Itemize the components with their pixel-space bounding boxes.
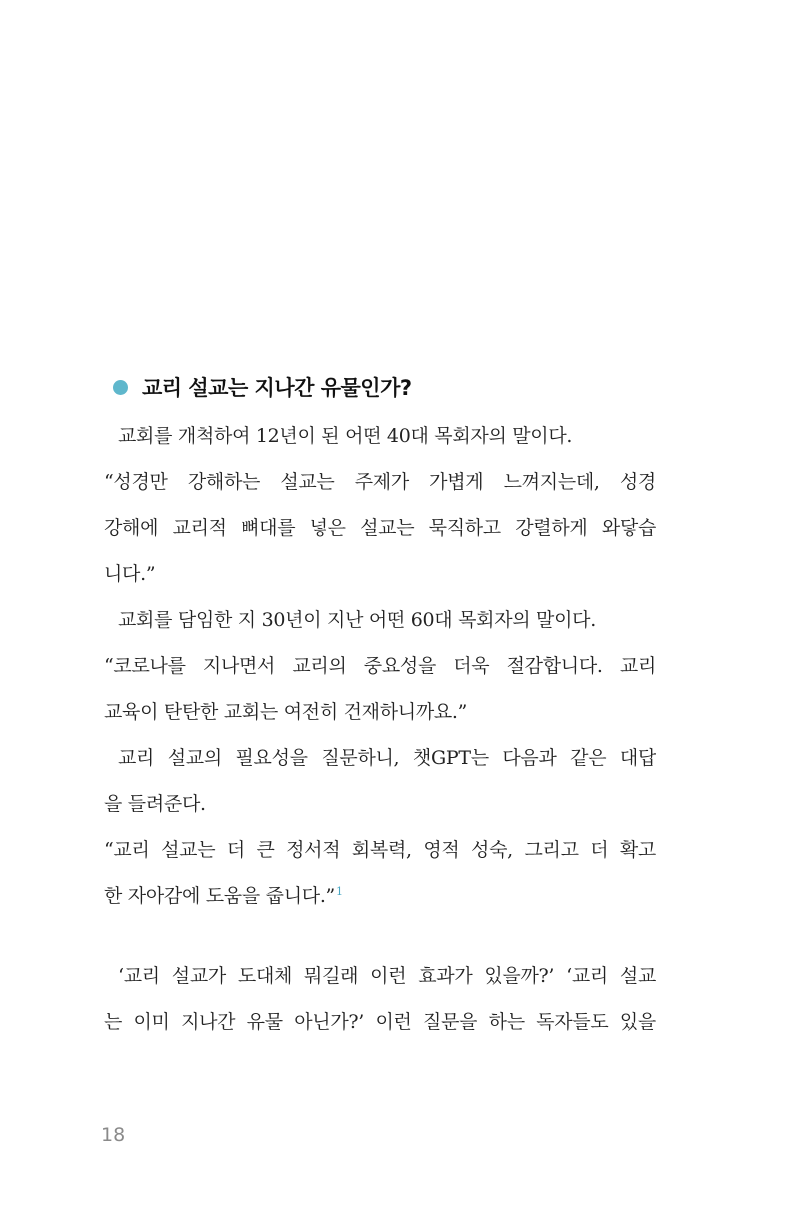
body-line: “성경만 강해하는 설교는 주제가 가볍게 느껴지는데, 성경: [104, 471, 656, 493]
body-line: “교리 설교는 더 큰 정서적 회복력, 영적 성숙, 그리고 더 확고: [104, 839, 656, 861]
body-line: ‘교리 설교가 도대체 뭐길래 이런 효과가 있을까?’ ‘교리 설교: [118, 965, 656, 987]
body-line: 을 들려준다.: [104, 793, 206, 815]
body-line: 교육이 탄탄한 교회는 여전히 건재하니까요.”: [104, 701, 468, 723]
section-heading: [113, 370, 412, 404]
body-line: 니다.”: [104, 563, 156, 585]
body-line: 교리 설교의 필요성을 질문하니, 챗GPT는 다음과 같은 대답: [118, 747, 656, 769]
body-line-with-footnote: [104, 876, 656, 916]
page-number: 18: [101, 1124, 126, 1146]
body-line-text: 한 자아감에 도움을 줍니다.”: [104, 885, 335, 907]
bullet-dot-icon: [113, 380, 128, 395]
body-line: “코로나를 지나면서 교리의 중요성을 더욱 절감합니다. 교리: [104, 655, 656, 677]
body-line: 는 이미 지나간 유물 아닌가?’ 이런 질문을 하는 독자들도 있을: [104, 1011, 656, 1033]
body-line: 교회를 개척하여 12년이 된 어떤 40대 목회자의 말이다.: [118, 425, 573, 447]
section-heading-text: 교리 설교는 지나간 유물인가?: [142, 376, 412, 400]
body-line: 강해에 교리적 뼈대를 넣은 설교는 묵직하고 강렬하게 와닿습: [104, 517, 656, 539]
body-line: 교회를 담임한 지 30년이 지난 어떤 60대 목회자의 말이다.: [118, 609, 596, 631]
footnote-mark: 1: [335, 884, 343, 898]
